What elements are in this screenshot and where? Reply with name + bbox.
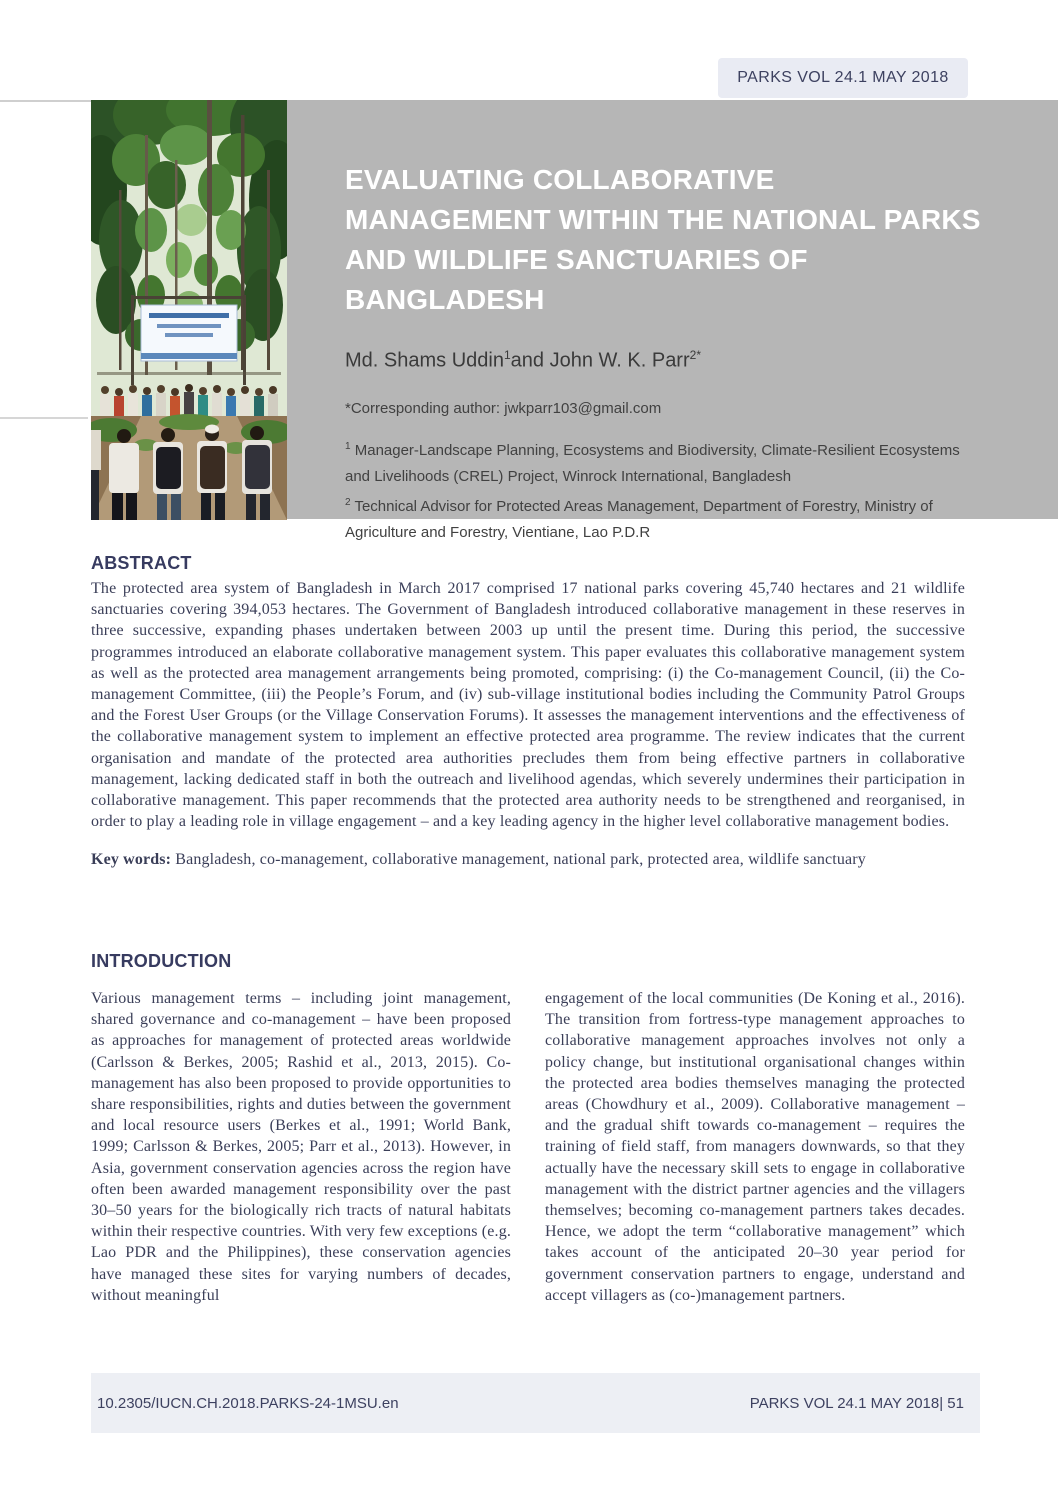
abstract-heading: ABSTRACT xyxy=(91,553,192,573)
author-2: and John W. K. Parr xyxy=(510,349,690,372)
paper-title: EVALUATING COLLABORATIVE MANAGEMENT WITHIN THE NATIONAL PARKS AND WILDLIFE SANCTUARIES OF BANGLADESH xyxy=(345,164,981,315)
keywords-line xyxy=(91,849,965,870)
affiliations-block xyxy=(345,434,988,546)
authors-line xyxy=(345,348,988,373)
keywords-label: Key words: xyxy=(91,851,172,869)
author-1-affmark: 1 xyxy=(503,348,511,362)
intro-column-left: Various management terms – including joint management, shared governance and co-management – have been proposed as approaches for management of protected areas worldwide (Carlsson & Berkes, 2005; Rashid et al., 2013, 2015). Co-management has also been proposed to provide opportunities to share responsibilities, rights and duties between the government and local resource users (Berkes et al., 1991; World Bank, 1999; Carlsson & Berkes, 2005; Parr et al., 2013). However, in Asia, government conservation agencies across the region have often been awarded management responsibility over the past 30–50 years for the biologically rich tracts of natural habitats within their respective countries. With very few exceptions (e.g. Lao PDR and the Philippines), these conservation agencies have managed these sites for varying numbers of decades, without meaningful xyxy=(91,990,511,1304)
affiliation-2: $^2$ Technical Advisor for Protected Areas Management, Department of Forestry, Ministry of Agriculture and Forestry, Vientiane, Lao P.D.R xyxy=(345,496,933,541)
footer-issue-page-number: PARKS VOL 24.1 MAY 2018| 51 xyxy=(749,1394,964,1412)
field-meeting-photo xyxy=(91,100,287,520)
title-banner xyxy=(287,100,1058,541)
abstract-section xyxy=(91,553,965,871)
intro-column-right: engagement of the local communities (De Koning et al., 2016). The transition from fortress-type management approaches to collaborative management approaches involves not only a policy change, but institutional organisational changes within the protected area bodies themselves managing the protected areas (Chowdhury et al., 2009). Collaborative management – and the gradual shift towards co-management – requires the training of field staff, from managers downwards, so that they actually have the necessary skill sets to engage in collaborative management with the district partner agencies and the villagers themselves; becoming co-management partners takes decades. Hence, we adopt the term “collaborative management” which takes account of the anticipated 20–30 year period for government conservation partners to engage, understand and accept villagers as (co-)management partners. xyxy=(545,990,965,1304)
two-column-text xyxy=(91,988,965,1306)
affiliation-1: $^1$ Manager-Landscape Planning, Ecosystems and Biodiversity, Climate-Resilient Ecosystems and Livelihoods (CREL) Project, Winrock International, Bangladesh xyxy=(345,440,960,485)
journal-volume-badge: PARKS VOL 24.1 MAY 2018 xyxy=(718,58,968,98)
corresponding-author-line: *Corresponding author: jwkparr103@gmail.com xyxy=(345,399,662,417)
introduction-section xyxy=(91,951,965,1306)
margin-hairline-mid xyxy=(0,417,88,419)
margin-hairline-top xyxy=(0,100,91,102)
author-1: Md. Shams Uddin xyxy=(345,349,504,372)
page-footer xyxy=(91,1373,980,1433)
photo-illustration xyxy=(91,100,287,520)
abstract-body: The protected area system of Bangladesh in March 2017 comprised 17 national parks covering 45,740 hectares and 21 wildlife sanctuaries covering 394,053 hectares. The Government of Bangladesh introduced collaborative management in these reserves in three successive, expanding phases undertaken between 2003 up until the present time. During this period, the successive programmes introduced an elaborate collaborative management system. This paper evaluates this collaborative management system as well as the protected area management arrangements being promoted, comprising: (i) the Co-management Council, (ii) the Co-management Committee, (iii) the People’s Forum, and (iv) sub-village institutional bodies including the Community Patrol Groups and the Forest User Groups (or the Village Conservation Forums). It assesses the management interventions and the effectiveness of the collaborative management system to implement an effective protected area programme. The review indicates that the current organisation and mandate of the protected area authorities precludes them from being effective partners in collaborative management, lacking dedicated staff in both the outreach and livelihood agendas, which severely undermines their participation in collaborative management. This paper recommends that the protected area authority needs to be strengthened and reorganised, in order to play a leading role in village engagement – and a key leading agency in the higher level collaborative management bodies. xyxy=(91,580,965,831)
doi-text: 10.2305/IUCN.CH.2018.PARKS-24-1MSU.en xyxy=(97,1394,399,1412)
introduction-heading: INTRODUCTION xyxy=(91,951,232,971)
author-2-affmark: 2* xyxy=(689,348,701,362)
keywords-text: Bangladesh, co-management, collaborative management, national park, protected area, wildlife sanctuary xyxy=(171,851,866,869)
